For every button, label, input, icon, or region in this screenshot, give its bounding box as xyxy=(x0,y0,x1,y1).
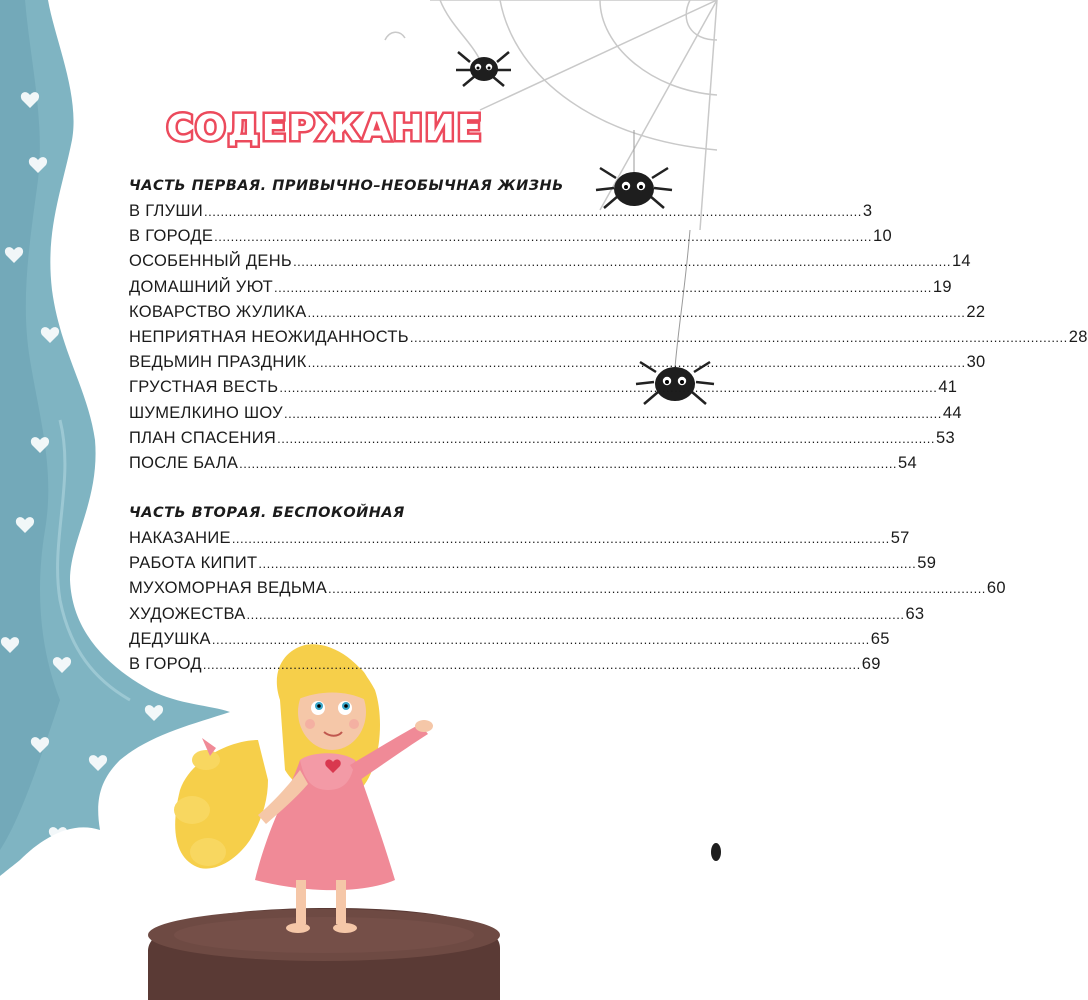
toc-entry[interactable] xyxy=(129,652,881,677)
toc-entry-title: ОСОБЕННЫЙ ДЕНЬ xyxy=(129,252,293,271)
toc-entry[interactable] xyxy=(129,325,1088,350)
toc-entry-page-number: 57 xyxy=(890,529,910,548)
toc-entry[interactable] xyxy=(129,350,986,375)
table-of-contents xyxy=(129,174,1088,677)
toc-entry[interactable] xyxy=(129,627,890,652)
toc-entry[interactable] xyxy=(129,375,958,400)
dot-leader: ................................................................................................................................................................ xyxy=(409,329,1068,345)
toc-entry-title: ХУДОЖЕСТВА xyxy=(129,604,246,623)
toc-entry-title: ПЛАН СПАСЕНИЯ xyxy=(129,428,277,447)
toc-entry-title: ДЕДУШКА xyxy=(129,629,211,648)
girl-illustration xyxy=(148,644,500,1000)
toc-entry-title: ПОСЛЕ БАЛА xyxy=(129,453,239,472)
dot-leader: ................................................................................................................................................................ xyxy=(204,204,862,219)
toc-entry[interactable] xyxy=(129,426,955,451)
dot-leader: ................................................................................................................................................................ xyxy=(279,380,938,396)
dot-leader: ................................................................................................................................................................ xyxy=(277,430,936,446)
spider-leg-fragment xyxy=(711,843,721,861)
toc-entry-title: РАБОТА КИПИТ xyxy=(129,554,258,573)
toc-entry[interactable] xyxy=(129,275,952,300)
dot-leader: ................................................................................................................................................................ xyxy=(258,556,917,572)
toc-entry-page-number: 53 xyxy=(936,428,955,447)
dot-leader: ................................................................................................................................................................ xyxy=(239,455,898,471)
toc-entry-page-number: 30 xyxy=(966,353,986,372)
dot-leader: ................................................................................................................................................................ xyxy=(246,606,905,622)
toc-entry[interactable] xyxy=(129,199,873,224)
dot-leader: ................................................................................................................................................................ xyxy=(274,279,932,295)
toc-entry-page-number: 54 xyxy=(898,453,917,472)
toc-entry[interactable] xyxy=(129,224,892,249)
toc-entry[interactable] xyxy=(129,249,971,274)
toc-entry-title: В ГОРОДЕ xyxy=(129,227,214,246)
dot-leader: ................................................................................................................................................................ xyxy=(202,657,861,672)
toc-entry-page-number: 14 xyxy=(951,252,971,271)
toc-entry-title: ГРУСТНАЯ ВЕСТЬ xyxy=(129,378,279,397)
dot-leader: ................................................................................................................................................................ xyxy=(211,631,870,647)
toc-entry-page-number: 28 xyxy=(1068,327,1088,346)
toc-entry-page-number: 59 xyxy=(917,554,937,573)
spider-icon xyxy=(456,52,511,86)
toc-entry-page-number: 63 xyxy=(905,604,925,623)
toc-entry[interactable] xyxy=(129,401,962,426)
part-heading: ЧАСТЬ ПЕРВАЯ. ПРИВЫЧНО–НЕОБЫЧНАЯ ЖИЗНЬ xyxy=(129,178,564,194)
toc-entry-title: НЕПРИЯТНАЯ НЕОЖИДАННОСТЬ xyxy=(129,327,409,346)
toc-entry[interactable] xyxy=(129,526,910,551)
toc-entry-page-number: 41 xyxy=(938,378,958,397)
dot-leader: ................................................................................................................................................................ xyxy=(307,355,966,371)
toc-entry-title: КОВАРСТВО ЖУЛИКА xyxy=(129,302,307,321)
toc-entry-title: В ГОРОД xyxy=(129,655,202,673)
toc-entry-page-number: 10 xyxy=(873,227,892,246)
dot-leader: ................................................................................................................................................................ xyxy=(283,405,942,421)
toc-entry[interactable] xyxy=(129,451,917,476)
toc-entry[interactable] xyxy=(129,602,925,627)
dot-leader: ................................................................................................................................................................ xyxy=(231,531,890,547)
toc-entry-title: В ГЛУШИ xyxy=(129,202,203,220)
toc-entry[interactable] xyxy=(129,551,937,576)
part-heading: ЧАСТЬ ВТОРАЯ. БЕСПОКОЙНАЯ xyxy=(129,505,405,522)
dot-leader: ................................................................................................................................................................ xyxy=(214,229,873,245)
toc-entry-page-number: 69 xyxy=(861,655,881,673)
dot-leader: ................................................................................................................................................................ xyxy=(328,581,986,597)
toc-entry-title: НАКАЗАНИЕ xyxy=(129,529,231,548)
toc-entry-page-number: 3 xyxy=(862,202,873,220)
page-title: СОДЕРЖАНИЕ xyxy=(166,108,484,149)
dot-leader: ................................................................................................................................................................ xyxy=(307,304,966,320)
toc-entry-page-number: 60 xyxy=(986,579,1006,598)
toc-entry-page-number: 44 xyxy=(942,403,962,422)
toc-entry-title: ВЕДЬМИН ПРАЗДНИК xyxy=(129,353,307,372)
toc-entry-title: МУХОМОРНАЯ ВЕДЬМА xyxy=(129,579,328,598)
dot-leader: ................................................................................................................................................................ xyxy=(293,254,951,270)
toc-entry-title: ДОМАШНИЙ УЮТ xyxy=(129,277,274,296)
toc-entry[interactable] xyxy=(129,576,1006,601)
toc-entry-page-number: 19 xyxy=(932,277,952,296)
toc-entry-page-number: 65 xyxy=(870,629,890,648)
toc-entry[interactable] xyxy=(129,300,986,325)
toc-entry-title: ШУМЕЛКИНО ШОУ xyxy=(129,403,283,422)
toc-entry-page-number: 22 xyxy=(966,302,986,321)
